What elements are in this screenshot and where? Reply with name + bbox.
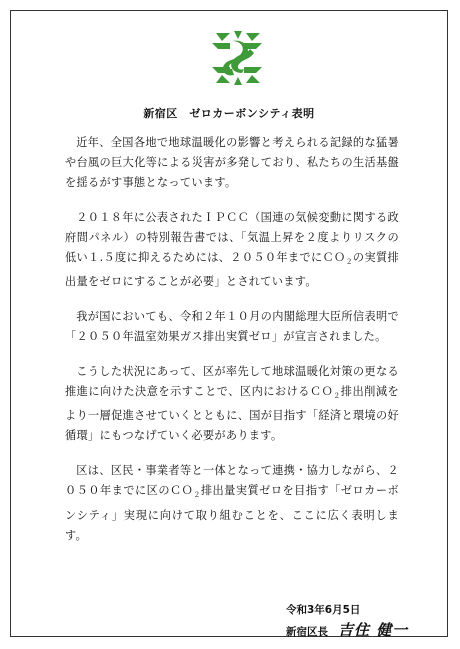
page-title: 新宿区 ゼロカーボンシティ表明 — [143, 107, 315, 120]
paragraph-1: 近年、全国各地で地球温暖化の影響と考えられる記録的な猛暑や台風の巨大化等による災害が多発しており、私たちの生活基盤を揺るがす事態となっています。 — [65, 136, 399, 189]
signer-name: 吉住 健一 — [338, 621, 409, 639]
paragraph-2: ２０１８年に公表されたＩＰＣＣ（国連の気候変動に関する政府間パネル）の特別報告書では、「気温上昇を２度よりリスクの低い１.５度に抑えるためには、２０５０年までにＣＯ$_2$の実質排出量をゼロにすることが必要」とされています。 — [65, 211, 399, 289]
declaration-body — [65, 133, 399, 561]
paragraph-5: 区は、区民・事業者等と一体となって連携・協力しながら、２０５０年までに区のＣＯ$_2$排出量実質ゼロを目指す「ゼロカーボンシティ」実現に向けて取り組むことを、ここに広く表明します。 — [65, 464, 399, 542]
declaration-date: 令和3年6月5日 — [286, 604, 361, 616]
signature-line — [286, 619, 408, 640]
declaration-page — [10, 10, 448, 637]
signer-title: 新宿区長 — [286, 626, 328, 638]
shinjuku-city-emblem-icon — [208, 29, 266, 87]
paragraph-3: 我が国においても、令和２年１０月の内閣総理大臣所信表明で「２０５０年温室効果ガス排出実質ゼロ」が宣言されました。 — [65, 310, 399, 344]
paragraph-4: こうした状況にあって、区が率先して地球温暖化対策の更なる推進に向けた決意を示すことで、区内におけるＣＯ$_2$排出削減をより一層促進させていくとともに、国が目指す「経済と環境の好循環」にもつなげていく必要があります。 — [65, 365, 399, 443]
